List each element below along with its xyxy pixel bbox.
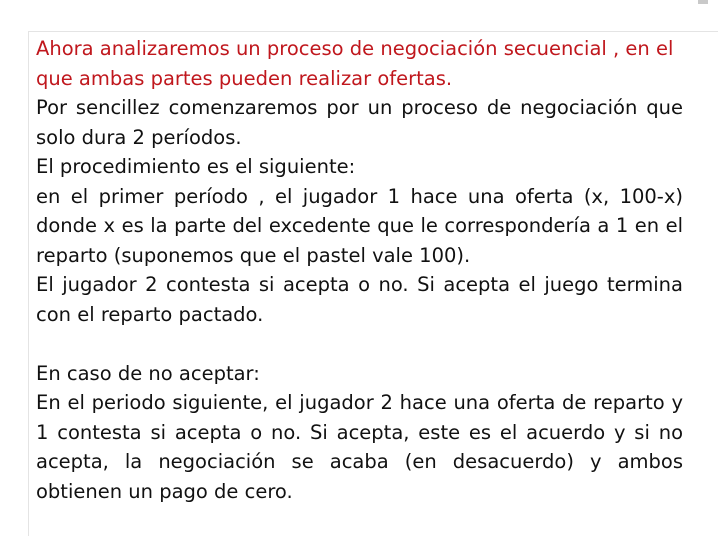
paragraph-simplicity: Por sencillez comenzaremos por un proceso de negociación que solo dura 2 períodos. xyxy=(36,96,683,149)
corner-mark xyxy=(698,0,708,4)
paragraph-if-rejected: En caso de no aceptar: xyxy=(36,361,260,385)
paragraph-player-2-response: El jugador 2 contesta si acepta o no. Si acepta el juego termina con el reparto pactado. xyxy=(36,273,683,326)
slide-body xyxy=(36,34,683,506)
paragraph-first-period: en el primer período , el jugador 1 hace una oferta (x, 100-x) donde x es la parte del excedente que le correspondería a 1 en el reparto (suponemos que el pastel vale 100). xyxy=(36,184,683,267)
top-border-line xyxy=(28,31,718,32)
paragraph-second-period: En el periodo siguiente, el jugador 2 hace una oferta de reparto y 1 contesta si acepta o no. Si acepta, este es el acuerdo y si no acepta, la negociación se acaba (en desacuerdo) y ambos obtienen un pago de cero. xyxy=(36,391,683,503)
paragraph-intro: Ahora analizaremos un proceso de negociación secuencial , en el que ambas partes pueden realizar ofertas. xyxy=(36,37,674,90)
left-border-line xyxy=(28,31,29,536)
paragraph-procedure: El procedimiento es el siguiente: xyxy=(36,155,356,178)
